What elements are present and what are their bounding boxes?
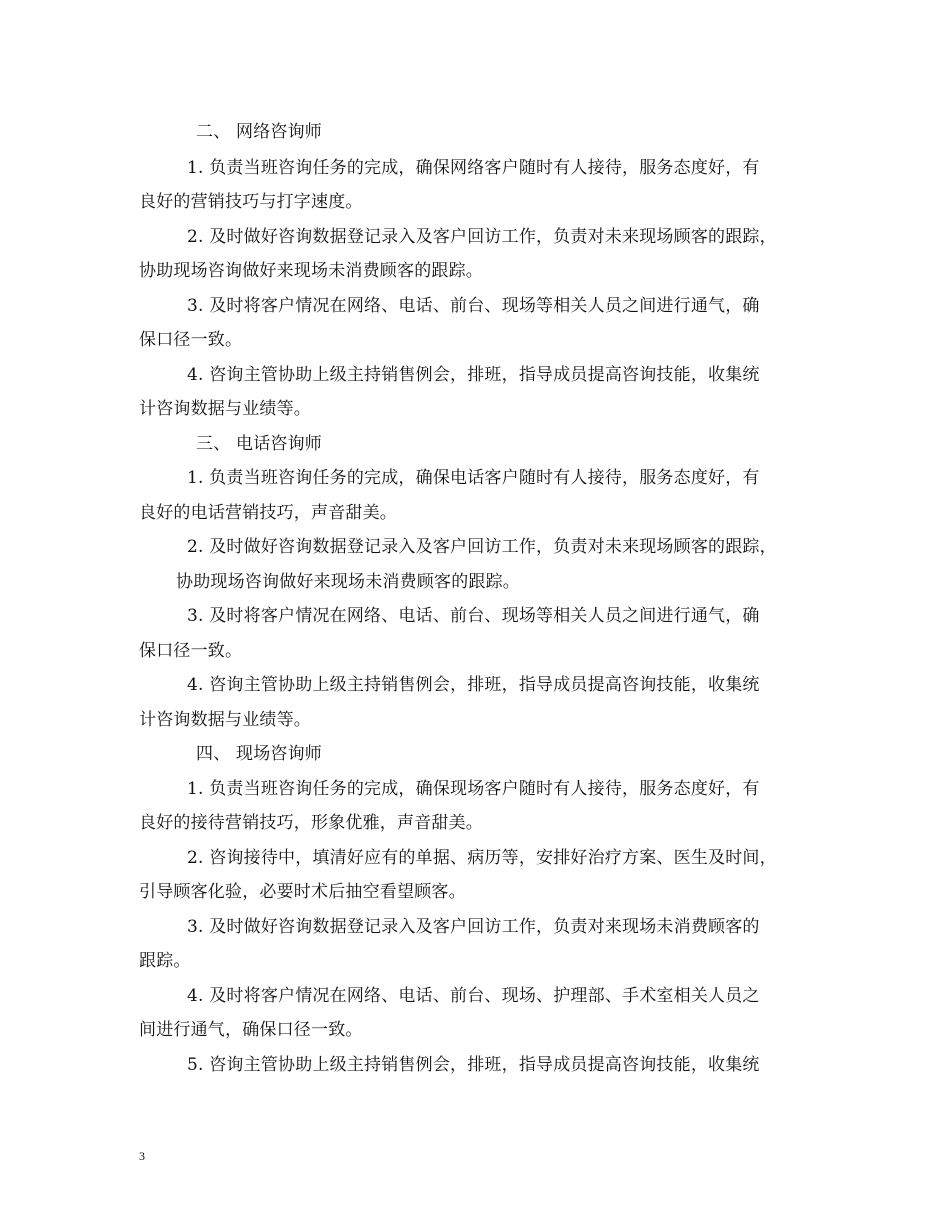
list-item-line: 5. 咨询主管协助上级主持销售例会，排班，指导成员提高咨询技能，收集统 [187, 1055, 760, 1075]
list-item-line: 3. 及时做好咨询数据登记录入及客户回访工作，负责对来现场未消费顾客的 [187, 917, 760, 937]
list-item-line: 2. 咨询接待中，填清好应有的单据、病历等，安排好治疗方案、医生及时间， [187, 848, 777, 868]
list-item-continuation: 协助现场咨询做好来现场未消费顾客的跟踪。 [176, 572, 520, 592]
section-heading: 二、 网络咨询师 [196, 122, 323, 142]
list-item-continuation: 跟踪。 [139, 951, 191, 971]
list-item-continuation: 引导顾客化验，必要时术后抽空看望顾客。 [139, 882, 466, 902]
list-item-line: 3. 及时将客户情况在网络、电话、前台、现场等相关人员之间进行通气，确 [187, 296, 760, 316]
page-number: 3 [139, 1149, 145, 1163]
list-item-continuation: 良好的电话营销技巧，声音甜美。 [139, 503, 397, 523]
list-item-line: 4. 咨询主管协助上级主持销售例会，排班，指导成员提高咨询技能，收集统 [187, 675, 760, 695]
list-item-continuation: 计咨询数据与业绩等。 [139, 399, 311, 419]
list-item-line: 4. 咨询主管协助上级主持销售例会，排班，指导成员提高咨询技能，收集统 [187, 365, 760, 385]
list-item-line: 2. 及时做好咨询数据登记录入及客户回访工作，负责对未来现场顾客的跟踪， [187, 537, 777, 557]
list-item-continuation: 良好的营销技巧与打字速度。 [139, 192, 363, 212]
list-item-continuation: 间进行通气，确保口径一致。 [139, 1020, 363, 1040]
list-item-continuation: 良好的接待营销技巧，形象优雅，声音甜美。 [139, 813, 483, 833]
list-item-line: 2. 及时做好咨询数据登记录入及客户回访工作，负责对未来现场顾客的跟踪， [187, 227, 777, 247]
list-item-continuation: 保口径一致。 [139, 330, 243, 350]
section-heading: 四、 现场咨询师 [196, 744, 323, 764]
section-heading: 三、 电话咨询师 [196, 434, 323, 454]
list-item-line: 4. 及时将客户情况在网络、电话、前台、现场、护理部、手术室相关人员之 [187, 986, 760, 1006]
list-item-line: 3. 及时将客户情况在网络、电话、前台、现场等相关人员之间进行通气，确 [187, 606, 760, 626]
list-item-continuation: 计咨询数据与业绩等。 [139, 710, 311, 730]
list-item-line: 1. 负责当班咨询任务的完成，确保网络客户随时有人接待，服务态度好，有 [187, 158, 760, 178]
list-item-line: 1. 负责当班咨询任务的完成，确保现场客户随时有人接待，服务态度好，有 [187, 779, 760, 799]
list-item-continuation: 协助现场咨询做好来现场未消费顾客的跟踪。 [139, 261, 483, 281]
list-item-continuation: 保口径一致。 [139, 641, 243, 661]
list-item-line: 1. 负责当班咨询任务的完成，确保电话客户随时有人接待，服务态度好，有 [187, 468, 760, 488]
